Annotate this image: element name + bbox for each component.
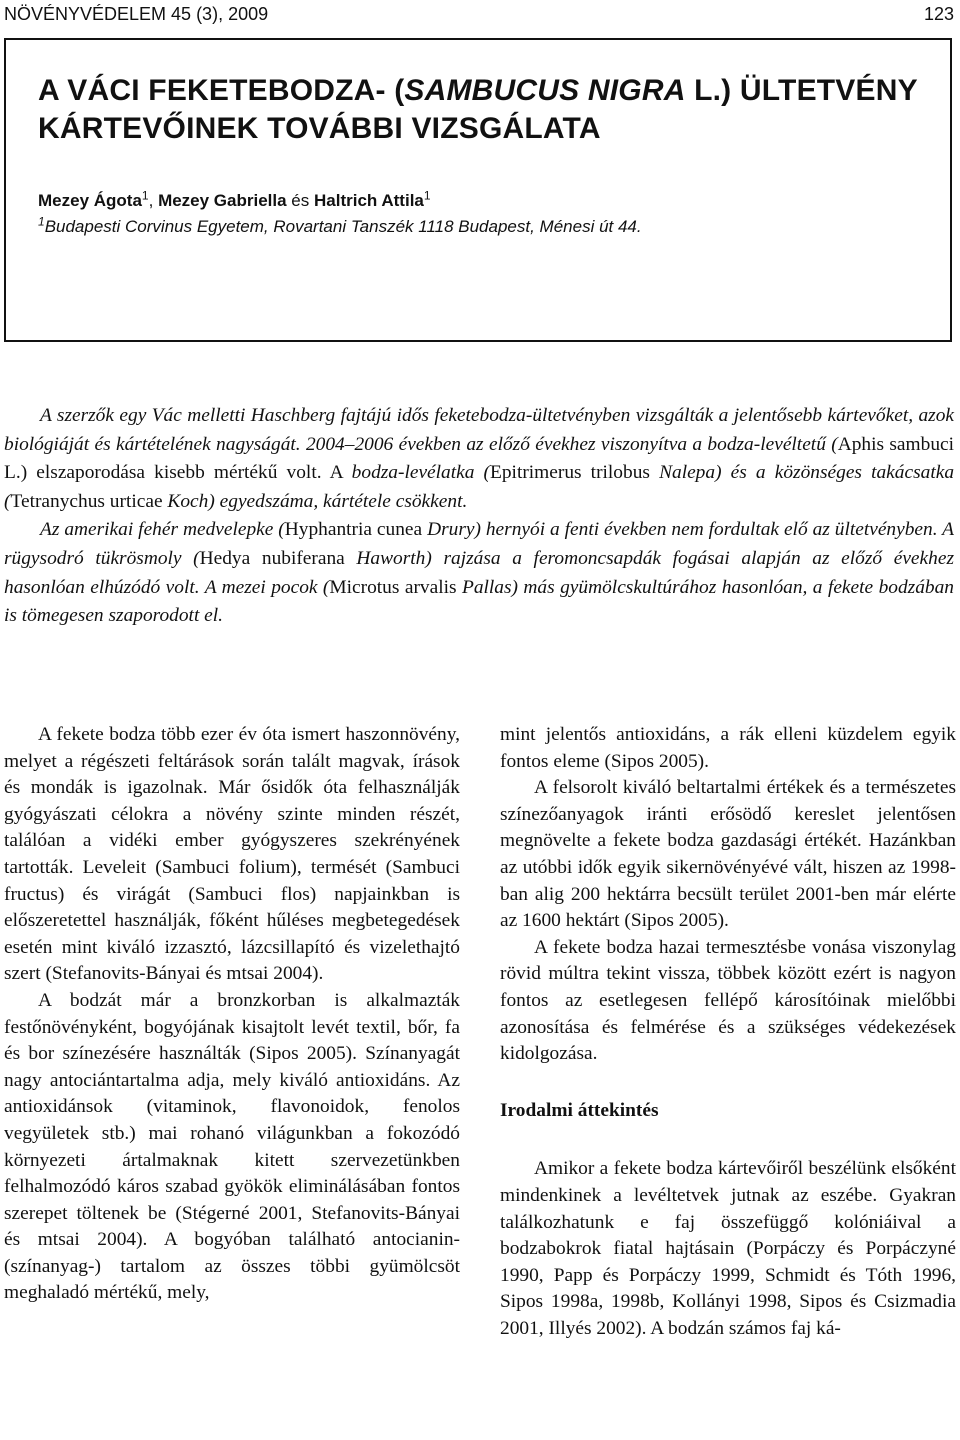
affiliation-text: Budapesti Corvinus Egyetem, Rovartani Tanszék 1118 Budapest, Ménesi út 44. bbox=[44, 217, 642, 236]
abstract-text: A bbox=[329, 462, 352, 484]
abstract bbox=[4, 402, 954, 631]
body-paragraph: A fekete bodza több ezer év óta ismert haszonnövény, melyet a régészeti feltárások során talált magvak, írások és mondák is igazolnak. Már ősidők óta felhasználják gyógyászati célokra a növény szinte minden részét, találóan a vidéki ember gyógyszeres szekrényének tartották. Leveleit (Sambuci folium), termését (Sambuci fructus) és virágát (Sambuci flos) napjainkban is előszeretettel használják, főként hűléses megbetegedések esetén mint kiváló izzasztó, lázcsillapító és vizelethajtó szert (Stefanovits-Bányai és mtsai 2004). bbox=[4, 724, 460, 985]
abstract-text: Nalepa) és a közönséges takácsatka ( bbox=[4, 462, 955, 512]
title-part-3: L.) ÜLTETVÉNY bbox=[685, 74, 918, 107]
abstract-text: Drury) hernyói a fenti években nem fordultak elő az ültetvényben. A rügysodró tükrösmoly ( bbox=[4, 519, 954, 569]
body-paragraph: A felsorolt kiváló beltartalmi értékek és a természetes színezőanyagok iránti erősödő kereslet jelentősen megnövelte a fekete bodza gazdasági értékét. Hazánkban az utóbbi idők egyik sikernövényévé vált, hiszen az 1998-ban alig 200 hektárra becsült terület 2001-ben már elérte az 1600 hektárt (Sipos 2005). bbox=[500, 777, 956, 932]
title-species-name: SAMBUCUS NIGRA bbox=[404, 74, 686, 107]
affiliation-mark: 1 bbox=[38, 214, 45, 229]
abstract-paragraph-2 bbox=[4, 516, 954, 630]
abstract-text: A szerzők egy Vác melletti Haschberg fajtájú idős feketebodza-ültetvényben vizsgálták a jelentősebb kártevőket, azok biológiáját és kártételének nagyságát. 2004–2006 években az előző évekhez viszonyítva a bodza-levéltetű ( bbox=[4, 405, 954, 455]
body-paragraph: Amikor a fekete bodza kártevőiről beszélünk elsőként mindenkinek a levéltetvek jutnak az eszébe. Gyakran találkozhatunk e faj összefüggő kolóniáival a bodzabokrok fiatal hajtásain (Porpáczy és Porpáczyné 1990, Papp és Porpáczy 1999, Schmidt és Tóth 1996, Sipos 1998a, 1998b, Kollányi 1998, Sipos és Csizmadia 2001, Illyés 2002). A bodzán számos faj ká- bbox=[500, 1158, 956, 1339]
abstract-text: Koch) egyedszáma, kártétele csökkent. bbox=[167, 490, 468, 512]
abstract-paragraph-1 bbox=[4, 402, 954, 516]
body-paragraph: mint jelentős antioxidáns, a rák elleni küzdelem egyik fontos eleme (Sipos 2005). bbox=[500, 724, 956, 772]
title-part-1: A VÁCI FEKETEBODZA- ( bbox=[38, 74, 405, 107]
affiliation bbox=[38, 214, 642, 236]
author-separator: , bbox=[148, 191, 159, 210]
body-column-right bbox=[500, 722, 956, 1342]
author-1-affil-mark: 1 bbox=[141, 188, 149, 203]
running-header bbox=[4, 4, 954, 28]
abstract-text: bodza-levélatka ( bbox=[351, 462, 491, 484]
section-heading: Irodalmi áttekintés bbox=[500, 1099, 659, 1121]
article-title bbox=[38, 72, 918, 148]
page-number: 123 bbox=[923, 4, 954, 24]
author-3-affil-mark: 1 bbox=[423, 188, 431, 203]
author-conjunction: és bbox=[286, 191, 314, 210]
title-line-2: KÁRTEVŐINEK TOVÁBBI VIZSGÁLATA bbox=[38, 112, 601, 145]
species-name: Tetranychus urticae bbox=[10, 490, 168, 512]
species-name: Microtus arvalis bbox=[329, 576, 462, 598]
body-column-left bbox=[4, 722, 460, 1307]
species-name: Aphis sambuci L. bbox=[4, 433, 955, 484]
abstract-text: Haworth) rajzása a feromoncsapdák fogásai alapján az előző évekhez hasonlóan elhúzódó volt. A mezei pocok ( bbox=[4, 547, 954, 598]
body-paragraph: A bodzát már a bronzkorban is alkalmazták festőnövényként, bogyójának kisajtolt levét textil, bőr, fa és bor színezésére használták (Sipos 2005). Színanyagát nagy antociántartalma adja, mely kiváló antioxidáns. Az antioxidánsok (vitaminok, flavonoidok, fenolos vegyületek stb.) mai rohanó világunkban a fokozódó környezeti ártalmaknak kitett szervezetünkben felhalmozódó káros szabad gyökök eliminálásában fontos szerepet töltenek be (Stégerné 2001, Stefanovits-Bányai és mtsai 2004). A bogyóban található antocianin-(színanyag-) tartalom az összes többi gyümölcsöt meghaladó mértékű, mely, bbox=[4, 989, 460, 1304]
journal-citation: NÖVÉNYVÉDELEM 45 (3), 2009 bbox=[4, 4, 269, 24]
abstract-text: Az amerikai fehér medvelepke ( bbox=[40, 519, 285, 541]
species-name: Epitrimerus trilobus bbox=[490, 462, 660, 484]
abstract-text: ) elszaporodása kisebb mértékű volt. bbox=[20, 462, 330, 484]
author-block bbox=[38, 188, 918, 240]
author-1: Mezey Ágota bbox=[38, 191, 142, 210]
species-name: Hedya nubiferana bbox=[199, 547, 357, 569]
body-paragraph: A fekete bodza hazai termesztésbe vonása viszonylag rövid múltra tekint vissza, többek között ezért is nagyon fontos az esetlegesen fellépő károsítóinak mielőbbi azonosítása és felmérése és a szükséges védekezések kidolgozása. bbox=[500, 936, 956, 1065]
author-2: Mezey Gabriella bbox=[158, 191, 287, 210]
abstract-text: Pallas) más gyümölcskultúrához hasonlóan, a fekete bodzában is tömegesen szaporodott el. bbox=[4, 576, 954, 627]
author-3: Haltrich Attila bbox=[313, 191, 424, 210]
species-name: Hyphantria cunea bbox=[284, 519, 428, 541]
